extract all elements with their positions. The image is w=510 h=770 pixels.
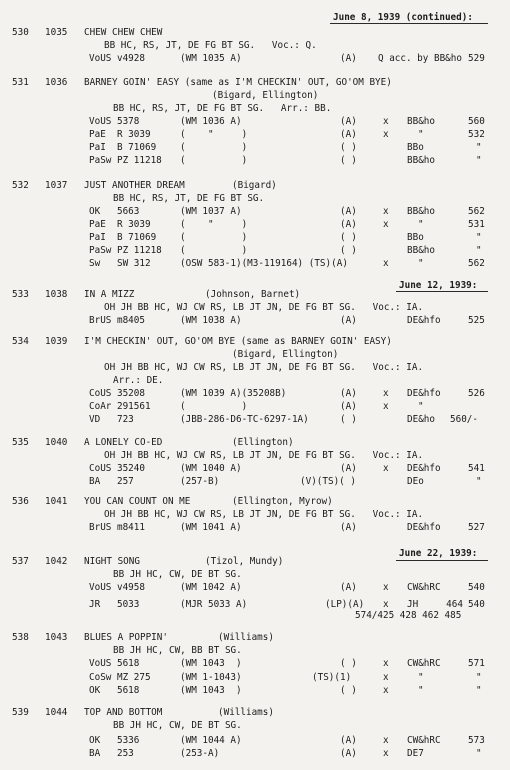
master-number: 531 [12, 77, 29, 88]
issue-x: x [383, 735, 389, 746]
issue-matrix: (WM 1040 A) [180, 463, 242, 474]
take-number: 1035 [45, 27, 68, 38]
issue-matrix: (253-A) [180, 748, 220, 759]
issue-note: 574/425 428 462 485 [355, 610, 462, 621]
issue-x: x [383, 463, 389, 474]
issue-label: VD 723 [89, 414, 134, 425]
issue-b: CW&hRC [407, 658, 441, 669]
issue-matrix: ( ) [180, 245, 248, 256]
issue-label: BrUS m8411 [89, 522, 145, 533]
take-number: 1043 [45, 632, 68, 643]
issue-matrix: ( ) [180, 232, 248, 243]
issue-c: 573 [468, 735, 485, 746]
issue-a: ( ) [340, 658, 357, 669]
issue-x: x [383, 206, 389, 217]
date-underline [330, 23, 488, 24]
personnel: BB HC, RS, JT, DE FG BT SG. Voc.: Q. [104, 40, 317, 51]
master-number: 536 [12, 496, 29, 507]
issue-c: 526 [468, 388, 485, 399]
personnel: OH JH BB HC, WJ CW RS, LB JT JN, DE FG BT SG. Voc.: IA. [104, 302, 424, 313]
issue-matrix: (WM 1036 A) [180, 116, 242, 127]
issue-b: BB&ho [407, 245, 435, 256]
issue-label: PaE R 3039 [89, 129, 151, 140]
issue-b: DE&hfo [407, 315, 441, 326]
issue-a: (A) [340, 206, 357, 217]
issue-c: 525 [468, 315, 485, 326]
issue-b: DE&ho [407, 414, 435, 425]
issue-label: CoUS 35208 [89, 388, 145, 399]
issue-c: " [476, 232, 482, 243]
title: BARNEY GOIN' EASY (same as I'M CHECKIN' OUT, GO'OM BYE) [84, 77, 392, 88]
issue-label: BA 253 [89, 748, 134, 759]
issue-label: BA 257 [89, 476, 134, 487]
issue-a: (A) [340, 401, 357, 412]
issue-x: x [383, 582, 389, 593]
title: TOP AND BOTTOM [84, 707, 163, 718]
issue-b: " [418, 129, 424, 140]
issue-label: VoUS v4958 [89, 582, 145, 593]
issue-x: x [383, 672, 389, 683]
title: JUST ANOTHER DREAM [84, 180, 185, 191]
issue-label: Sw SW 312 [89, 258, 151, 269]
issue-b: BB&ho [407, 116, 435, 127]
session-date: June 22, 1939: [399, 548, 478, 559]
master-number: 530 [12, 27, 29, 38]
composer: (Bigard, Ellington) [212, 90, 319, 101]
issue-label: PaE R 3039 [89, 219, 151, 230]
issue-a: (A) [340, 582, 357, 593]
issue-b: DE&hfo [407, 388, 441, 399]
take-number: 1036 [45, 77, 68, 88]
issue-x: x [383, 401, 389, 412]
issue-b: DE&hfo [407, 522, 441, 533]
issue-c: 562 [468, 258, 485, 269]
title: IN A MIZZ [84, 289, 135, 300]
issue-matrix: (WM 1037 A) [180, 206, 242, 217]
issue-matrix: ( ) [180, 142, 248, 153]
issue-b: BB&ho [407, 155, 435, 166]
master-number: 534 [12, 336, 29, 347]
issue-c: " [476, 685, 482, 696]
issue-b: " [418, 685, 424, 696]
take-number: 1041 [45, 496, 68, 507]
issue-c: " [476, 245, 482, 256]
composer: (Ellington) [232, 437, 294, 448]
issue-label: CoAr 291561 [89, 401, 151, 412]
session-date: June 8, 1939 (continued): [333, 12, 473, 23]
master-number: 537 [12, 556, 29, 567]
master-number: 538 [12, 632, 29, 643]
issue-label: VoUS 5618 [89, 658, 140, 669]
take-number: 1040 [45, 437, 68, 448]
issue-b: DEo [407, 476, 424, 487]
issue-c: " [476, 672, 482, 683]
issue-matrix: (WM 1042 A) [180, 582, 242, 593]
issue-label: BrUS m8405 [89, 315, 145, 326]
issue-x: x [383, 658, 389, 669]
personnel-arranger: Arr.: DE. [113, 375, 164, 386]
personnel: BB JH HC, CW, DE BT SG. [113, 720, 242, 731]
date-underline [396, 560, 488, 561]
title: I'M CHECKIN' OUT, GO'OM BYE (same as BARNEY GOIN' EASY) [84, 336, 392, 347]
issue-b: CW&hRC [407, 582, 441, 593]
issue-x: x [383, 599, 389, 610]
personnel: BB HC, RS, JT, DE FG BT SG. Arr.: BB. [113, 103, 332, 114]
personnel: BB JH HC, CW, BB BT SG. [113, 645, 242, 656]
date-underline [396, 291, 488, 292]
issue-b: CW&hRC [407, 735, 441, 746]
issue-label: PaI B 71069 [89, 142, 157, 153]
session-date: June 12, 1939: [399, 280, 478, 291]
title: YOU CAN COUNT ON ME [84, 496, 191, 507]
issue-a: (V)(TS)( ) [300, 476, 356, 487]
issue-matrix: ( ) [180, 155, 248, 166]
issue-matrix: ( " ) [180, 219, 248, 230]
issue-matrix: (WM 1041 A) [180, 522, 242, 533]
issue-label: JR 5033 [89, 599, 140, 610]
issue-b: BBo [407, 232, 424, 243]
issue-b: DE&hfo [407, 463, 441, 474]
issue-a: (A) [340, 522, 357, 533]
issue-c: " [476, 748, 482, 759]
take-number: 1044 [45, 707, 68, 718]
issue-matrix: (JBB-286-D6-TC-6297-1A) [180, 414, 309, 425]
issue-matrix: (WM 1039 A)(35208B) [180, 388, 287, 399]
issue-b: BBo [407, 142, 424, 153]
issue-c: 562 [468, 206, 485, 217]
composer: (Johnson, Barnet) [205, 289, 301, 300]
issue-a: ( ) [340, 142, 357, 153]
issue-b: " [418, 219, 424, 230]
issue-x: x [383, 116, 389, 127]
issue-x: x [383, 219, 389, 230]
issue-c: 529 [468, 53, 485, 64]
issue-b: " [418, 401, 424, 412]
issue-matrix: (257-B) [180, 476, 220, 487]
issue-b: DE7 [407, 748, 424, 759]
title: NIGHT SONG [84, 556, 140, 567]
issue-a: (A) [340, 748, 357, 759]
issue-label: PaSw PZ 11218 [89, 245, 162, 256]
issue-a: (A) [340, 388, 357, 399]
personnel: OH JH BB HC, WJ CW RS, LB JT JN, DE FG BT SG. Voc.: IA. [104, 362, 424, 373]
issue-matrix: ( ) [180, 401, 248, 412]
issue-c: " [476, 142, 482, 153]
issue-c: 532 [468, 129, 485, 140]
issue-a: (A) [340, 129, 357, 140]
composer: (Bigard, Ellington) [232, 349, 339, 360]
issue-c: 560/- [450, 414, 478, 425]
issue-a: (A) [340, 116, 357, 127]
issue-matrix: (WM 1044 A) [180, 735, 242, 746]
issue-b: JH 464 [407, 599, 463, 610]
master-number: 532 [12, 180, 29, 191]
issue-matrix: (MJR 5033 A) [180, 599, 248, 610]
personnel: BB HC, RS, JT, DE FG BT SG. [113, 193, 265, 204]
issue-x: x [383, 685, 389, 696]
issue-matrix: ( " ) [180, 129, 248, 140]
issue-c: 571 [468, 658, 485, 669]
issue-label: PaI B 71069 [89, 232, 157, 243]
composer: (Williams) [218, 707, 274, 718]
personnel: OH JH BB HC, WJ CW RS, LB JT JN, DE FG BT SG. Voc.: IA. [104, 450, 424, 461]
issue-b: Q acc. by BB&ho [378, 53, 462, 64]
issue-label: PaSw PZ 11218 [89, 155, 162, 166]
issue-matrix: (WM 1-1043) [180, 672, 242, 683]
issue-a: ( ) [340, 245, 357, 256]
issue-a: (A) [340, 53, 357, 64]
issue-c: 541 [468, 463, 485, 474]
issue-matrix: (WM 1043 ) [180, 685, 242, 696]
issue-label: CoUS 35240 [89, 463, 145, 474]
composer: (Tizol, Mundy) [205, 556, 284, 567]
issue-b: BB&ho [407, 206, 435, 217]
issue-matrix: (OSW 583-1)(M3-119164) (TS)(A) [180, 258, 348, 269]
issue-a: ( ) [340, 232, 357, 243]
personnel: OH JH BB HC, WJ CW RS, LB JT JN, DE FG BT SG. Voc.: IA. [104, 509, 424, 520]
composer: (Williams) [218, 632, 274, 643]
title: CHEW CHEW CHEW [84, 27, 163, 38]
take-number: 1039 [45, 336, 68, 347]
master-number: 533 [12, 289, 29, 300]
issue-x: x [383, 748, 389, 759]
issue-label: VoUS v4928 [89, 53, 145, 64]
issue-a: (TS)(1) [312, 672, 352, 683]
issue-a: ( ) [340, 155, 357, 166]
issue-x: x [383, 388, 389, 399]
issue-c: 527 [468, 522, 485, 533]
issue-c: 540 [468, 599, 485, 610]
issue-c: " [476, 476, 482, 487]
issue-matrix: (WM 1043 ) [180, 658, 242, 669]
master-number: 539 [12, 707, 29, 718]
title: BLUES A POPPIN' [84, 632, 168, 643]
issue-a: ( ) [340, 685, 357, 696]
issue-label: OK 5618 [89, 685, 140, 696]
take-number: 1042 [45, 556, 68, 567]
take-number: 1038 [45, 289, 68, 300]
issue-a: (A) [340, 219, 357, 230]
issue-c: 560 [468, 116, 485, 127]
issue-x: x [383, 258, 389, 269]
issue-a: (A) [340, 315, 357, 326]
take-number: 1037 [45, 180, 68, 191]
title: A LONELY CO-ED [84, 437, 163, 448]
issue-c: 540 [468, 582, 485, 593]
issue-label: CoSw MZ 275 [89, 672, 151, 683]
personnel: BB JH HC, CW, DE BT SG. [113, 569, 242, 580]
issue-a: (A) [340, 735, 357, 746]
issue-b: " [418, 258, 424, 269]
composer: (Ellington, Myrow) [232, 496, 333, 507]
issue-label: OK 5663 [89, 206, 140, 217]
issue-matrix: (WM 1035 A) [180, 53, 242, 64]
composer: (Bigard) [232, 180, 277, 191]
issue-matrix: (WM 1038 A) [180, 315, 242, 326]
issue-c: " [476, 155, 482, 166]
issue-label: OK 5336 [89, 735, 140, 746]
master-number: 535 [12, 437, 29, 448]
issue-a: (A) [340, 463, 357, 474]
issue-label: VoUS 5378 [89, 116, 140, 127]
issue-x: x [383, 129, 389, 140]
issue-a: ( ) [340, 414, 357, 425]
issue-b: " [418, 672, 424, 683]
issue-a: (LP)(A) [325, 599, 365, 610]
issue-c: 531 [468, 219, 485, 230]
